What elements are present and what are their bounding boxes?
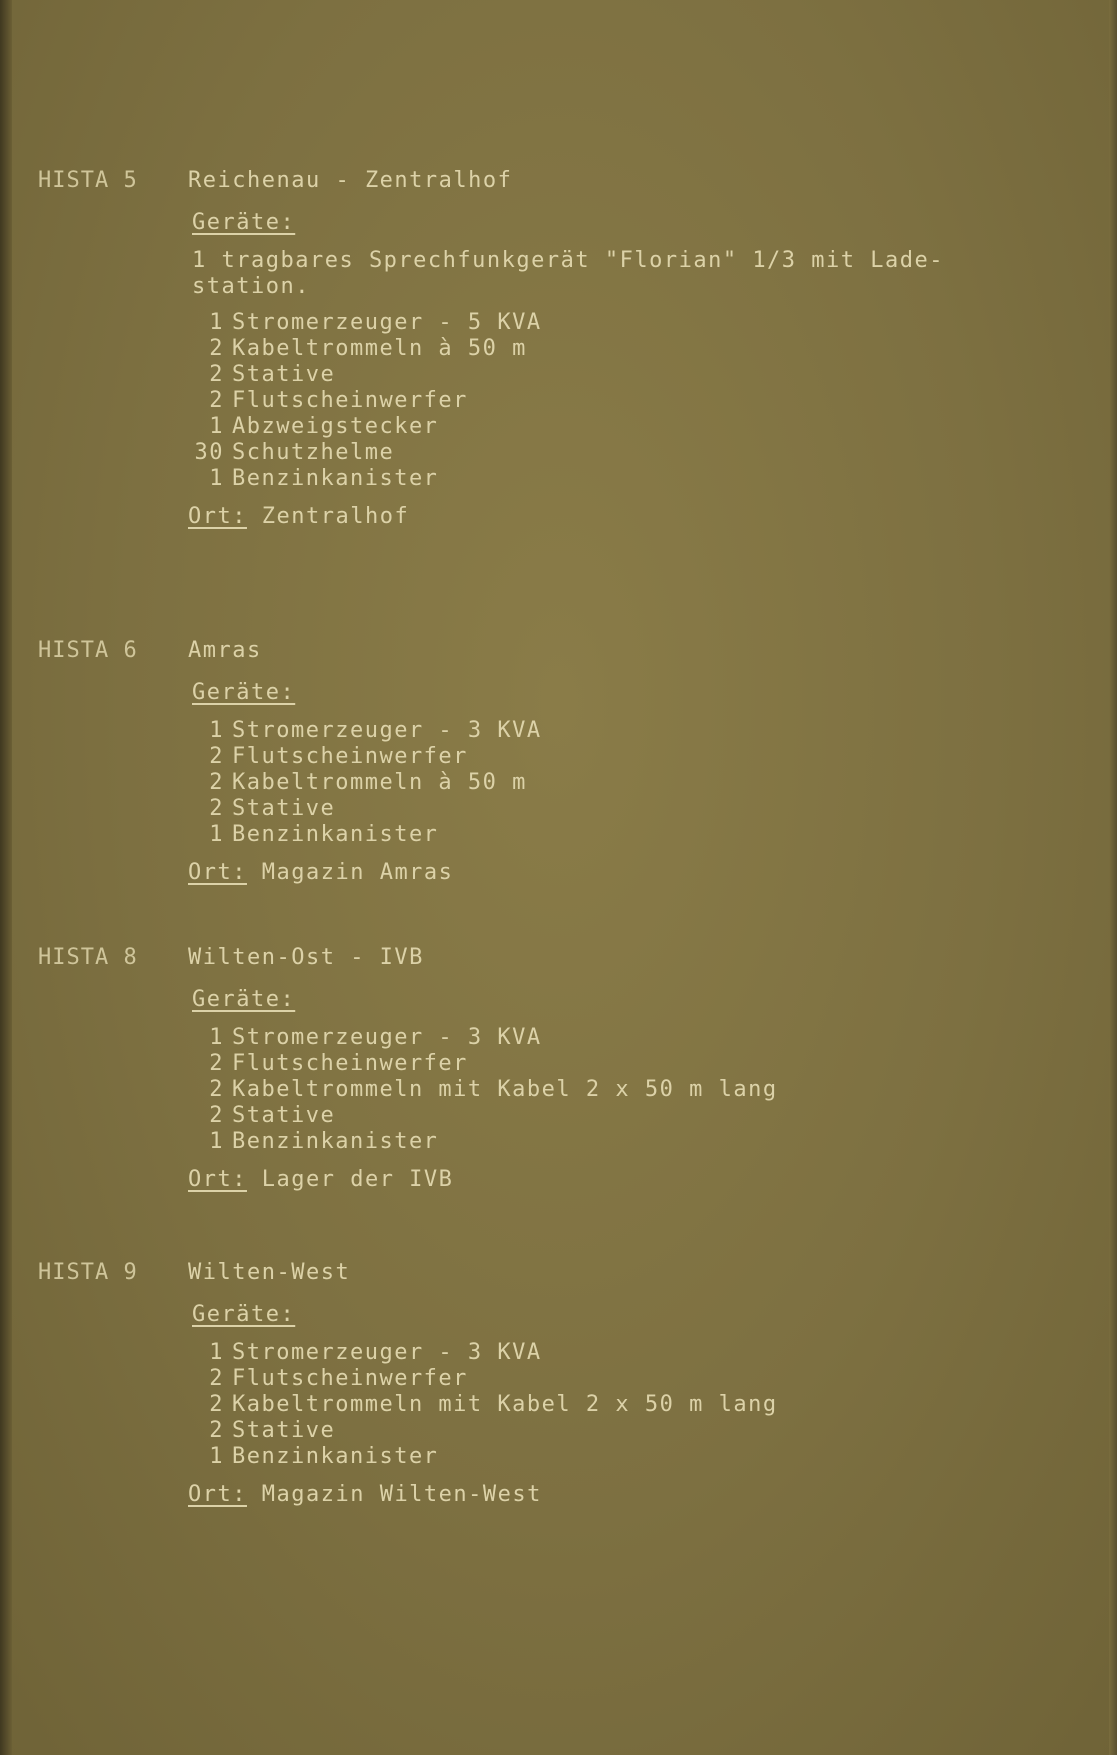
item-text: Schutzhelme xyxy=(232,440,395,465)
list-item xyxy=(188,362,944,388)
ort-label: Ort: xyxy=(188,1167,247,1192)
list-item xyxy=(188,336,944,362)
item-text: Kabeltrommeln à 50 m xyxy=(232,336,527,361)
list-item xyxy=(188,1340,778,1366)
item-text: Kabeltrommeln mit Kabel 2 x 50 m lang xyxy=(232,1392,778,1417)
list-item xyxy=(188,718,542,744)
item-qty: 1 xyxy=(209,1444,224,1469)
ort-line xyxy=(188,504,944,530)
item-text: Benzinkanister xyxy=(232,822,439,847)
item-qty: 1 xyxy=(209,718,224,743)
list-item xyxy=(188,466,944,492)
item-text: Benzinkanister xyxy=(232,466,439,491)
item-qty: 2 xyxy=(209,744,224,769)
hista-label: HISTA 8 xyxy=(38,945,138,970)
item-qty: 2 xyxy=(209,1418,224,1443)
geraete-heading: Geräte: xyxy=(192,987,296,1012)
list-item xyxy=(188,1051,778,1077)
list-item xyxy=(188,1025,778,1051)
page-edge-left xyxy=(0,0,12,1755)
item-qty: 2 xyxy=(209,796,224,821)
list-item xyxy=(188,1392,778,1418)
list-item xyxy=(188,796,542,822)
list-item xyxy=(188,1366,778,1392)
item-text: Stromerzeuger - 3 KVA xyxy=(232,718,542,743)
list-item xyxy=(188,822,542,848)
item-qty: 2 xyxy=(209,1051,224,1076)
item-qty: 2 xyxy=(209,770,224,795)
list-item xyxy=(188,1077,778,1103)
section-body xyxy=(188,168,944,530)
list-item xyxy=(188,1129,778,1155)
item-qty: 2 xyxy=(209,388,224,413)
hista-label: HISTA 6 xyxy=(38,638,138,663)
item-qty: 1 xyxy=(209,1025,224,1050)
hista-label: HISTA 9 xyxy=(38,1260,138,1285)
item-text: Stromerzeuger - 3 KVA xyxy=(232,1340,542,1365)
list-item xyxy=(188,414,944,440)
list-item xyxy=(188,388,944,414)
list-item xyxy=(188,744,542,770)
item-qty: 2 xyxy=(209,1392,224,1417)
item-qty: 2 xyxy=(209,362,224,387)
item-qty: 1 xyxy=(209,414,224,439)
item-qty: 2 xyxy=(209,1366,224,1391)
intro-line: 1 tragbares Sprechfunkgerät "Florian" 1/3 mit Lade- xyxy=(192,248,945,273)
item-text: Stative xyxy=(232,1418,336,1443)
item-text: Abzweigstecker xyxy=(232,414,439,439)
item-text: Flutscheinwerfer xyxy=(232,744,468,769)
ort-line xyxy=(188,860,542,886)
item-qty: 1 xyxy=(209,310,224,335)
item-qty: 30 xyxy=(194,440,224,465)
item-text: Stromerzeuger - 5 KVA xyxy=(232,310,542,335)
ort-line xyxy=(188,1167,778,1193)
location-title: Wilten-Ost - IVB xyxy=(188,945,424,970)
ort-value: Zentralhof xyxy=(261,504,410,529)
geraete-heading: Geräte: xyxy=(192,680,296,705)
item-qty: 2 xyxy=(209,1077,224,1102)
section-body xyxy=(188,638,542,886)
page-edge-right xyxy=(1109,0,1117,1755)
item-text: Kabeltrommeln mit Kabel 2 x 50 m lang xyxy=(232,1077,778,1102)
location-title: Wilten-West xyxy=(188,1260,351,1285)
item-text: Stative xyxy=(232,796,336,821)
list-item xyxy=(188,1103,778,1129)
location-title: Reichenau - Zentralhof xyxy=(188,168,513,193)
item-text: Flutscheinwerfer xyxy=(232,388,468,413)
list-item xyxy=(188,770,542,796)
section-body xyxy=(188,945,778,1193)
section-body xyxy=(188,1260,778,1508)
list-item xyxy=(188,310,944,336)
ort-label: Ort: xyxy=(188,860,247,885)
item-qty: 1 xyxy=(209,1340,224,1365)
item-qty: 1 xyxy=(209,466,224,491)
item-text: Flutscheinwerfer xyxy=(232,1366,468,1391)
location-title: Amras xyxy=(188,638,262,663)
ort-label: Ort: xyxy=(188,1482,247,1507)
geraete-heading: Geräte: xyxy=(192,210,296,235)
hista-label: HISTA 5 xyxy=(38,168,138,193)
item-text: Benzinkanister xyxy=(232,1444,439,1469)
item-qty: 1 xyxy=(209,822,224,847)
ort-value: Magazin Wilten-West xyxy=(261,1482,542,1507)
list-item xyxy=(188,440,944,466)
item-text: Stromerzeuger - 3 KVA xyxy=(232,1025,542,1050)
ort-value: Lager der IVB xyxy=(261,1167,454,1192)
item-qty: 1 xyxy=(209,1129,224,1154)
geraete-heading: Geräte: xyxy=(192,1302,296,1327)
ort-line xyxy=(188,1482,778,1508)
item-text: Flutscheinwerfer xyxy=(232,1051,468,1076)
item-text: Stative xyxy=(232,1103,336,1128)
ort-label: Ort: xyxy=(188,504,247,529)
item-qty: 2 xyxy=(209,1103,224,1128)
item-text: Kabeltrommeln à 50 m xyxy=(232,770,527,795)
item-text: Benzinkanister xyxy=(232,1129,439,1154)
item-qty: 2 xyxy=(209,336,224,361)
intro-line-continued: station. xyxy=(192,274,310,299)
ort-value: Magazin Amras xyxy=(261,860,454,885)
list-item xyxy=(188,1444,778,1470)
list-item xyxy=(188,1418,778,1444)
item-text: Stative xyxy=(232,362,336,387)
